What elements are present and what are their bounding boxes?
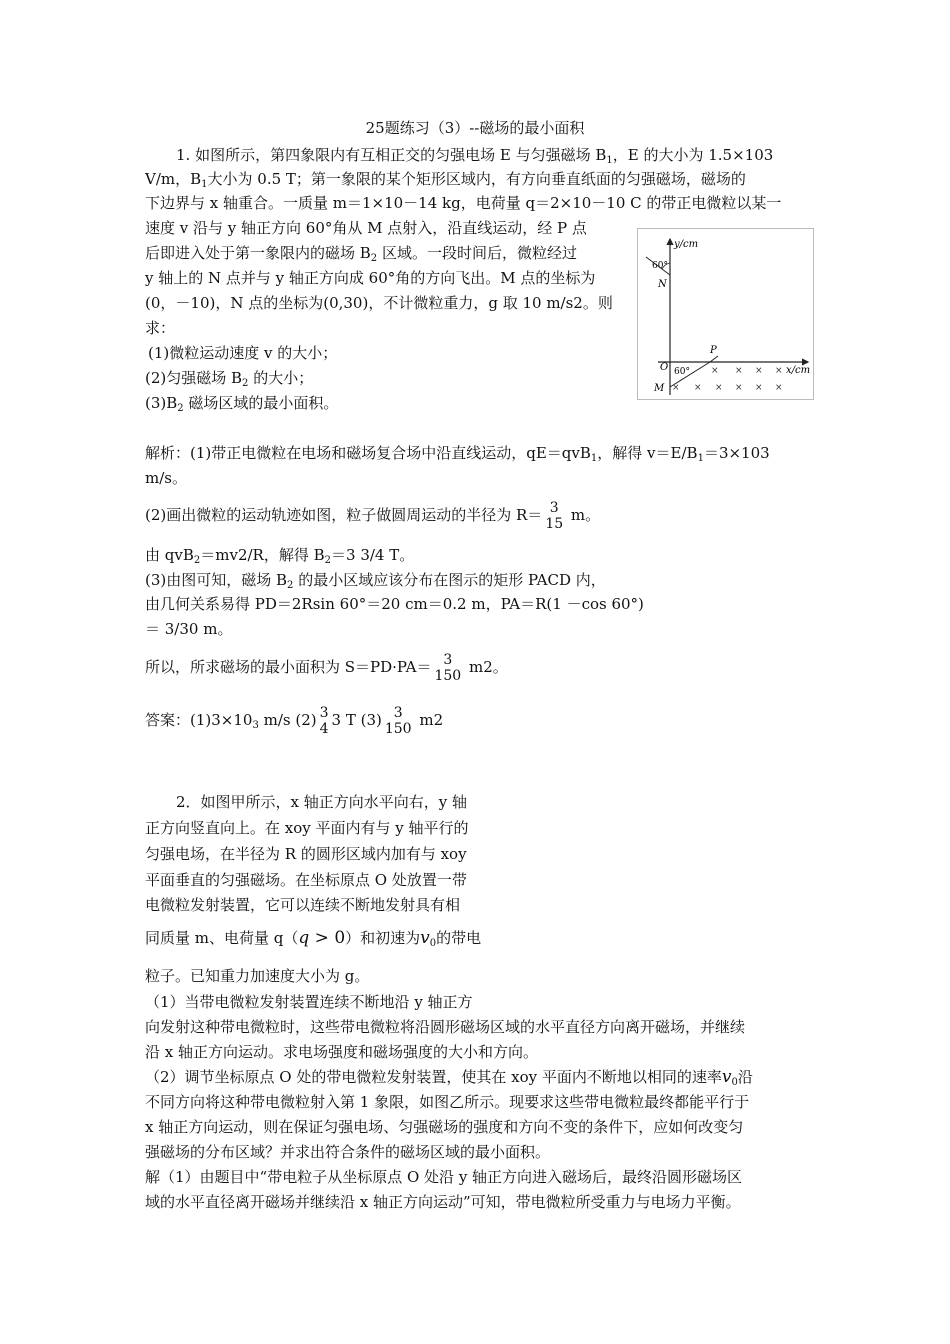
p2-line-8: （1）当带电微粒发射装置连续不断地沿 y 轴正方 bbox=[145, 993, 473, 1011]
cross-mark: × bbox=[672, 383, 680, 393]
solution-line-4: 由 qvB$_2$＝mv2/R，解得 $B_2=3$ 3/4 T。 bbox=[145, 546, 415, 566]
p2-line-12: 不同方向将这种带电微粒射入第 1 象限，如图乙所示。现要求这些带电微粒最终都能平行于 bbox=[145, 1093, 750, 1111]
question-2: (2)匀强磁场 $B_2$ 的大小； bbox=[145, 369, 314, 389]
p2-line-10: 沿 x 轴正方向运动。求电场强度和磁场强度的大小和方向。 bbox=[145, 1043, 538, 1061]
point-m-label: M bbox=[654, 383, 665, 394]
solution-line-5: (3)由图可知，磁场 $B_2$ 的最小区域应该分布在图示的矩形 PACD 内， bbox=[145, 571, 606, 591]
angle-label-m: 60° bbox=[674, 367, 690, 377]
p2-line-4: 平面垂直的匀强磁场。在坐标原点 O 处放置一带 bbox=[145, 871, 467, 889]
cross-mark: × bbox=[775, 366, 783, 376]
p2-line-15: 解（1）由题目中“带电粒子从坐标原点 O 处沿 y 轴正方向进入磁场后，最终沿圆形磁场区 bbox=[145, 1168, 743, 1186]
p1-line-6: y 轴上的 N 点并与 y 轴正方向成 60°角的方向飞出。M 点的坐标为 bbox=[145, 269, 596, 287]
solution-line-2: m/s。 bbox=[145, 469, 187, 487]
fraction-answer-3: 3 150 bbox=[384, 705, 412, 737]
cross-mark: × bbox=[715, 383, 723, 393]
entry-continuation bbox=[710, 356, 718, 362]
solution-line-3: (2)画出微粒的运动轨迹如图，粒子做圆周运动的半径为 R＝ 3 15 m。 bbox=[145, 500, 601, 532]
question-1: (1)微粒运动速度 v 的大小； bbox=[148, 344, 338, 362]
p2-line-5: 电微粒发射装置，它可以连续不断地发射具有相 bbox=[145, 896, 461, 914]
p2-line-6: 同质量 m、电荷量 q（q > 0）和初速为$v_0$的带电 bbox=[145, 928, 482, 949]
cross-mark: × bbox=[755, 383, 763, 393]
figure-1-svg bbox=[638, 229, 813, 399]
fraction-area: 3 150 bbox=[434, 652, 462, 684]
p1-line-8: 求： bbox=[145, 319, 176, 337]
p2-line-14: 强磁场的分布区域？并求出符合条件的磁场区域的最小面积。 bbox=[145, 1143, 551, 1161]
p2-line-1: 2．如图甲所示，x 轴正方向水平向右，y 轴 bbox=[176, 793, 468, 811]
page-title: 25题练习（3）--磁场的最小面积 bbox=[365, 119, 585, 137]
point-n-label: N bbox=[658, 279, 667, 290]
cross-mark: × bbox=[735, 383, 743, 393]
p1-line-3: 下边界与 x 轴重合。一质量 m＝1×10－14 kg，电荷量 q＝2×10－10 C 的带正电微粒以某一 bbox=[145, 194, 782, 212]
cross-mark: × bbox=[755, 366, 763, 376]
cross-mark: × bbox=[694, 383, 702, 393]
cross-mark: × bbox=[735, 366, 743, 376]
fraction-radius: 3 15 bbox=[545, 500, 564, 532]
p2-line-7: 粒子。已知重力加速度大小为 g。 bbox=[145, 967, 370, 985]
p1-line-5: 后即进入处于第一象限内的磁场 $B_2$ 区域。一段时间后，微粒经过 bbox=[145, 244, 577, 264]
p2-line-9: 向发射这种带电微粒时，这些带电微粒将沿圆形磁场区域的水平直径方向离开磁场，并继续 bbox=[145, 1018, 746, 1036]
cross-mark: × bbox=[711, 366, 719, 376]
p1-line-7: (0，－10)，N 点的坐标为(0,30)，不计微粒重力，g 取 10 m/s2。则 bbox=[145, 294, 613, 312]
solution-line-8: 所以，所求磁场的最小面积为 S＝PD·PA＝ 3 150 m2。 bbox=[145, 652, 508, 684]
p1-line-1: 1. 如图所示，第四象限内有互相正交的匀强电场 E 与匀强磁场 $B_1$，E 的大小为 1.5×103 bbox=[176, 146, 774, 166]
question-3: $(3)B_2$ 磁场区域的最小面积。 bbox=[145, 394, 339, 414]
answer-line: 答案：$(1)3\times 10_3$ m/s (2) 3 4 3 T (3) 3 150 m2 bbox=[145, 705, 444, 737]
p2-line-2: 正方向竖直向上。在 xoy 平面内有与 y 轴平行的 bbox=[145, 819, 469, 837]
origin-label: O bbox=[660, 362, 669, 373]
solution-line-1: 解析：(1)带正电微粒在电场和磁场复合场中沿直线运动，qE＝qvB$_1$，解得 $v=E/B_1=3\times 103$ bbox=[145, 444, 770, 464]
fraction-answer-2: 3 4 bbox=[319, 705, 329, 737]
p2-line-13: x 轴正方向运动，则在保证匀强电场、匀强磁场的强度和方向不变的条件下，应如何改变匀 bbox=[145, 1118, 744, 1136]
solution-line-6: 由几何关系易得 PD＝2Rsin 60°＝20 cm＝0.2 m，PA＝R(1 －cos 60°) bbox=[145, 595, 644, 613]
cross-mark: × bbox=[775, 383, 783, 393]
p2-line-3: 匀强电场，在半径为 R 的圆形区域内加有与 xoy bbox=[145, 845, 467, 863]
solution-line-7: ＝ 3/30 m。 bbox=[145, 620, 233, 638]
p1-line-2: V/m，$B_1$大小为 0.5 T；第一象限的某个矩形区域内，有方向垂直纸面的匀强磁场，磁场的 bbox=[145, 170, 746, 190]
angle-label-n: 60° bbox=[652, 261, 668, 271]
figure-1-diagram bbox=[637, 228, 814, 400]
p2-line-16: 域的水平直径离开磁场并继续沿 x 轴正方向运动”可知，带电微粒所受重力与电场力平衡。 bbox=[145, 1193, 741, 1211]
x-axis-label: x/cm bbox=[786, 365, 811, 376]
point-p-label: P bbox=[710, 345, 717, 356]
p1-line-4: 速度 v 沿与 y 轴正方向 60°角从 M 点射入，沿直线运动，经 P 点 bbox=[145, 219, 587, 237]
p2-line-11: （2）调节坐标原点 O 处的带电微粒发射装置，使其在 xoy 平面内不断地以相同的速率$v_0$沿 bbox=[145, 1067, 753, 1088]
y-axis-label: y/cm bbox=[674, 239, 699, 250]
